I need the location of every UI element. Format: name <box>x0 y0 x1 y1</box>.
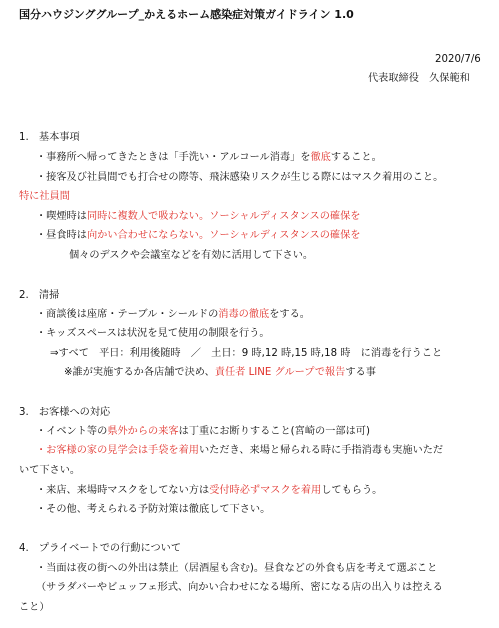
section-1-item-4: ・昼食時は向かい合わせにならない。ソーシャルディスタンスの確保を <box>36 230 361 241</box>
section-1-item-3: ・喫煙時は同時に複数人で吸わない。ソーシャルディスタンスの確保を <box>36 211 361 222</box>
section-1-note: 個々のデスクや会議室などを有効に活用して下さい。 <box>69 250 314 261</box>
section-2-heading: 2. 清掃 <box>19 290 60 301</box>
section-3-heading: 3. お客様への対応 <box>19 407 111 418</box>
section-1-emphasis: 特に社員間 <box>19 191 70 202</box>
section-2-item-1: ・商談後は座席・テーブル・シールドの消毒の徹底をする。 <box>36 309 310 320</box>
section-3-item-1: ・イベント等の県外からの来客は丁重にお断りすること(宮崎の一部は可) <box>36 426 370 437</box>
document-title: 国分ハウジンググループ_かえるホーム感染症対策ガイドライン 1.0 <box>19 8 354 21</box>
document-date: 2020/7/6 <box>435 54 481 65</box>
section-2-schedule: ⇒すべて 平日：利用後随時 ／ 土日：9 時,12 時,15 時,18 時 に消毒を行うこと <box>50 348 443 359</box>
section-3-item-2-cont: いて下さい。 <box>19 465 81 476</box>
document-author: 代表取締役 久保範和 <box>368 73 470 84</box>
section-3-item-2: ・お客様の家の見学会は手袋を着用いただき、来場と帰られる時に手指消毒も実施いただ <box>36 445 444 456</box>
section-2-note: ※誰が実施するか各店舗で決め、責任者 LINE グループで報告する事 <box>64 367 376 378</box>
section-4-item-1-end: こと） <box>19 602 50 613</box>
section-1-item-2: ・接客及び社員間でも打合せの際等、飛沫感染リスクが生じる際にはマスク着用のこと。 <box>36 172 444 183</box>
section-4-item-1: ・当面は夜の街への外出は禁止（居酒屋も含む)。昼食などの外食も店を考えて選ぶこと <box>36 563 438 574</box>
section-3-item-4: ・その他、考えられる予防対策は徹底して下さい。 <box>36 504 271 515</box>
section-4-item-1-cont: （サラダバーやビュッフェ形式、向かい合わせになる場所、密になる店の出入りは控える <box>36 582 443 593</box>
section-1-item-1: ・事務所へ帰ってきたときは「手洗い・アルコール消毒」を徹底すること。 <box>36 152 382 163</box>
section-1-heading: 1. 基本事項 <box>19 132 80 143</box>
section-3-item-3: ・来店、来場時マスクをしてない方は受付時必ずマスクを着用してもらう。 <box>36 485 383 496</box>
section-4-heading: 4. プライベートでの行動について <box>19 543 182 554</box>
section-2-item-2: ・キッズスペースは状況を見て使用の制限を行う。 <box>36 328 270 339</box>
